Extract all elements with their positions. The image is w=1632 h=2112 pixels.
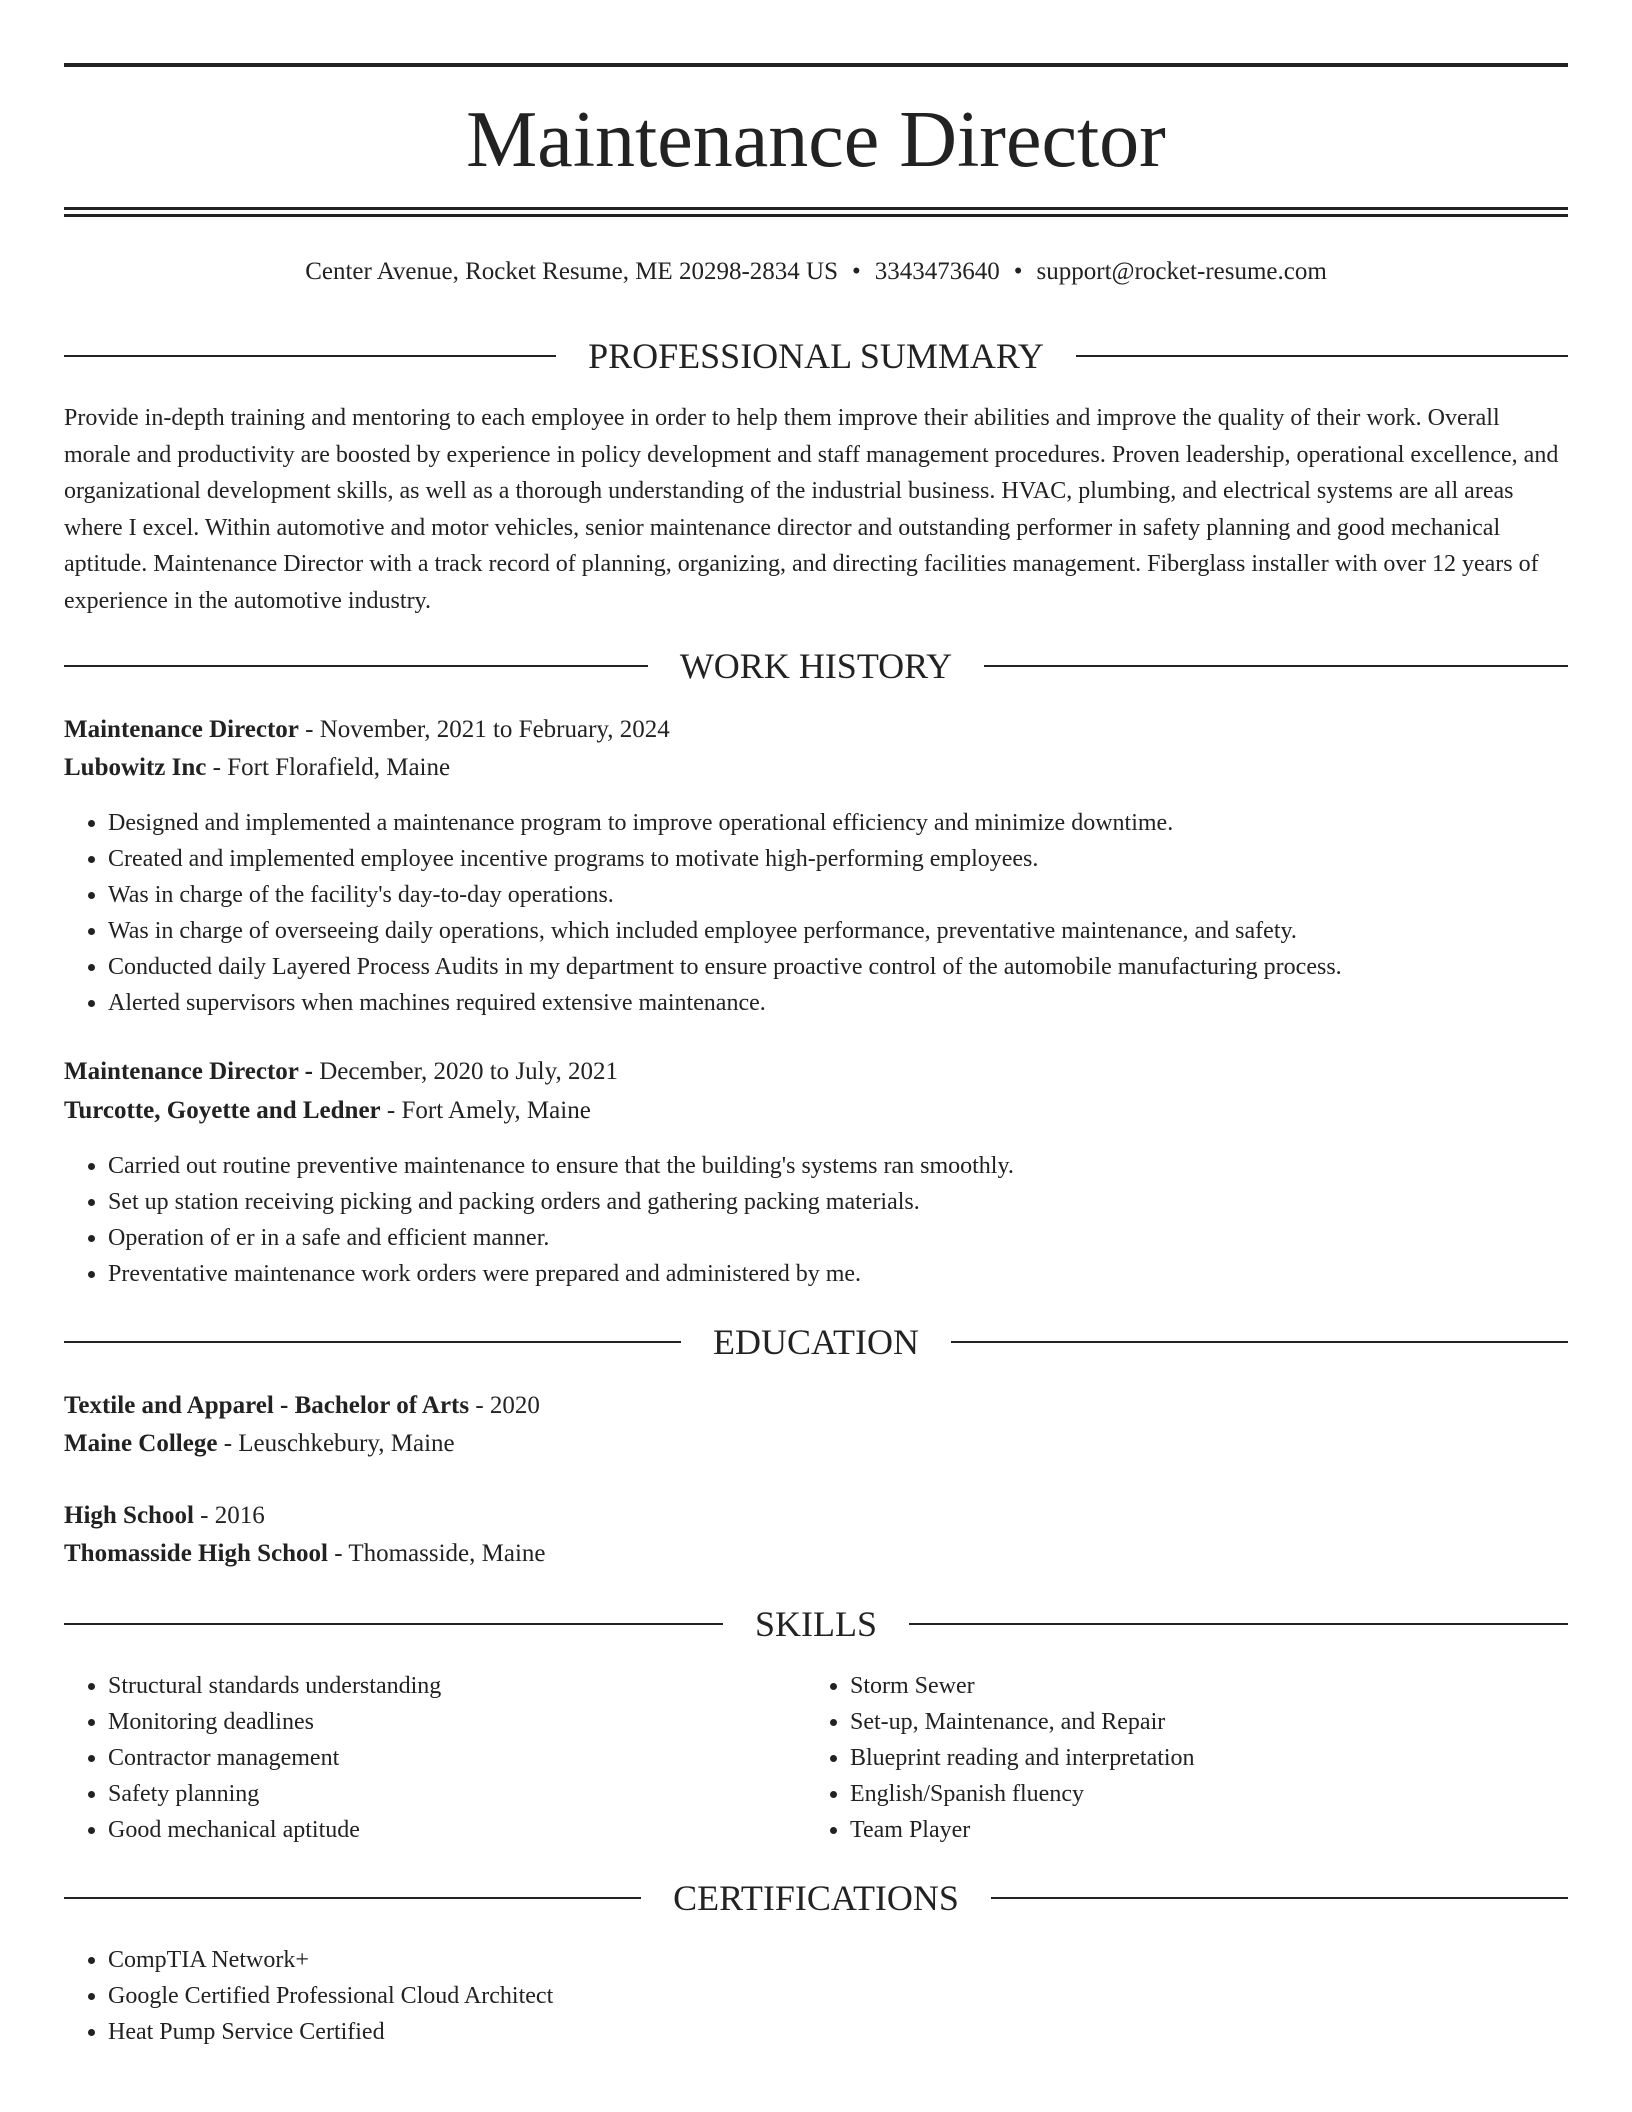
- list-item: • Alerted supervisors when machines required extensive maintenance.: [108, 985, 1568, 1021]
- list-item: • Designed and implemented a maintenance program to improve operational efficiency and minimize downtime.: [108, 805, 1568, 841]
- heading-rule: [1076, 355, 1568, 357]
- job-dates: December, 2020 to July, 2021: [313, 1058, 618, 1085]
- top-rule: [64, 63, 1568, 67]
- job-company: Turcotte, Goyette and Ledner: [64, 1097, 381, 1124]
- heading-rule: [64, 1623, 723, 1625]
- job-title-line: [64, 712, 1568, 748]
- job-bullets: [64, 1148, 1568, 1292]
- list-item: • Conducted daily Layered Process Audits in my department to ensure proactive control of the automobile manufacturing process.: [108, 949, 1568, 985]
- job-company: Lubowitz Inc: [64, 754, 207, 781]
- education-school: Maine College: [64, 1430, 218, 1457]
- contact-email: support@rocket-resume.com: [1036, 258, 1327, 285]
- list-item: • Good mechanical aptitude: [108, 1812, 798, 1848]
- double-rule: [64, 207, 1568, 217]
- section-heading-label: EDUCATION: [713, 1322, 919, 1362]
- education-degree-line: [64, 1388, 1568, 1424]
- heading-rule: [64, 665, 648, 667]
- list-item: • Was in charge of the facility's day-to-day operations.: [108, 877, 1568, 913]
- education-school-line: [64, 1536, 1568, 1572]
- list-item: • Google Certified Professional Cloud Architect: [108, 1978, 1568, 2014]
- list-item: • Preventative maintenance work orders were prepared and administered by me.: [108, 1256, 1568, 1292]
- contact-phone: 3343473640: [874, 258, 1000, 285]
- education-degree: Textile and Apparel - Bachelor of Arts: [64, 1392, 470, 1419]
- job-location: - Fort Florafield, Maine: [206, 754, 451, 781]
- education-school-line: [64, 1426, 1568, 1462]
- contact-line: [64, 254, 1568, 290]
- job-company-line: [64, 1093, 1568, 1129]
- list-item: • Operation of er in a safe and efficient manner.: [108, 1220, 1568, 1256]
- list-item: • Storm Sewer: [850, 1668, 1550, 1704]
- heading-rule: [64, 1341, 681, 1343]
- heading-rule: [984, 665, 1568, 667]
- list-item: • Set up station receiving picking and packing orders and gathering packing materials.: [108, 1184, 1568, 1220]
- section-heading-skills: [64, 1604, 1568, 1644]
- list-item: • Safety planning: [108, 1776, 798, 1812]
- heading-rule: [951, 1341, 1568, 1343]
- contact-address: Center Avenue, Rocket Resume, ME 20298-2834 US: [305, 258, 838, 285]
- education-degree-line: [64, 1498, 1568, 1534]
- education-year: - 2016: [193, 1502, 265, 1529]
- list-item: • Heat Pump Service Certified: [108, 2014, 1568, 2050]
- education-location: - Thomasside, Maine: [327, 1540, 546, 1567]
- job-dates: - November, 2021 to February, 2024: [298, 716, 670, 743]
- skills-list-left: [64, 1668, 798, 1848]
- heading-rule: [991, 1897, 1568, 1899]
- job-title-line: [64, 1054, 1568, 1090]
- job-bullets: [64, 805, 1568, 1021]
- section-heading-summary: [64, 336, 1568, 376]
- list-item: • Team Player: [850, 1812, 1550, 1848]
- section-heading-work: [64, 646, 1568, 686]
- contact-separator: •: [851, 258, 861, 285]
- list-item: • Monitoring deadlines: [108, 1704, 798, 1740]
- job-title: Maintenance Director -: [64, 1058, 313, 1085]
- heading-rule: [64, 355, 556, 357]
- list-item: • English/Spanish fluency: [850, 1776, 1550, 1812]
- list-item: • Set-up, Maintenance, and Repair: [850, 1704, 1550, 1740]
- section-heading-label: WORK HISTORY: [679, 646, 953, 686]
- section-heading-label: PROFESSIONAL SUMMARY: [588, 336, 1044, 376]
- section-heading-certifications: [64, 1878, 1568, 1918]
- heading-rule: [909, 1623, 1568, 1625]
- education-school: Thomasside High School: [64, 1540, 328, 1567]
- education-degree: High School: [64, 1502, 194, 1529]
- section-heading-education: [64, 1322, 1568, 1362]
- skills-list-right: [806, 1668, 1550, 1848]
- education-year: - 2020: [469, 1392, 540, 1419]
- resume-title: Maintenance Director: [466, 96, 1166, 184]
- list-item: • Blueprint reading and interpretation: [850, 1740, 1550, 1776]
- list-item: • Contractor management: [108, 1740, 798, 1776]
- section-heading-label: CERTIFICATIONS: [673, 1878, 959, 1918]
- job-company-line: [64, 750, 1568, 786]
- list-item: • Created and implemented employee incentive programs to motivate high-performing employees.: [108, 841, 1568, 877]
- list-item: • Was in charge of overseeing daily operations, which included employee performance, preventative maintenance, and safety.: [108, 913, 1568, 949]
- education-location: - Leuschkebury, Maine: [217, 1430, 455, 1457]
- summary-text: Provide in-depth training and mentoring to each employee in order to help them improve their abilities and improve the quality of their work. Overall morale and productivity are boosted by experience in policy development and staff management procedures. Proven leadership, operational excellence, and organizational development skills, as well as a thorough understanding of the industrial business. HVAC, plumbing, and electrical systems are all areas where I excel. Within automotive and motor vehicles, senior maintenance director and outstanding performer in safety planning and good mechanical aptitude. Maintenance Director with a track record of planning, organizing, and directing facilities management. Fiberglass installer with over 12 years of experience in the automotive industry.: [64, 405, 1559, 614]
- job-title: Maintenance Director: [64, 716, 299, 743]
- contact-separator: •: [1013, 258, 1023, 285]
- job-location: - Fort Amely, Maine: [380, 1097, 591, 1124]
- list-item: • Structural standards understanding: [108, 1668, 798, 1704]
- heading-rule: [64, 1897, 641, 1899]
- list-item: • Carried out routine preventive maintenance to ensure that the building's systems ran smoothly.: [108, 1148, 1568, 1184]
- section-heading-label: SKILLS: [755, 1604, 878, 1644]
- certifications-list: [64, 1942, 1568, 2050]
- list-item: • CompTIA Network+: [108, 1942, 1568, 1978]
